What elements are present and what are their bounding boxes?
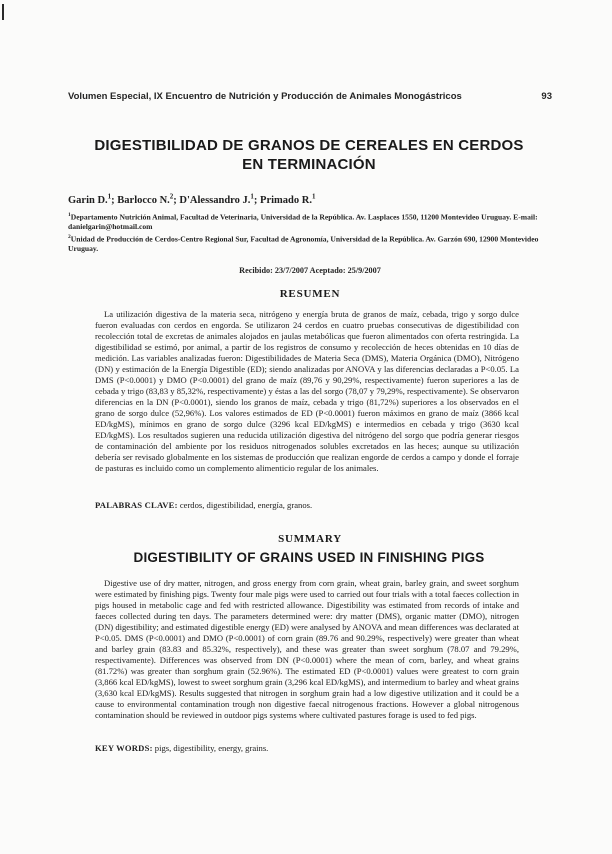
- summary-body: Digestive use of dry matter, nitrogen, and gross energy from corn grain, wheat grain, barley grain, and sweet sorghum were estimated by finishing pigs. Twenty four male pigs were used to carried out four trials with a total faeces collection in pigs housed in metabolic cage and fed with restricted allowance. Digestibility was estimated from records of intake and faeces collected during ten days. The parameters determined were: dry matter (DMS), organic matter (DMO), nitrogen (DN) digestibility; and estimated digestible energy (ED) were analysed by ANOVA and mean differences was declarated at P<0.05. DMS (P<0.0001) and DMO (P<0.0001) of corn grain (89.76 and 90.29%, respectively) were greater than wheat and barley grain (83.83 and 85.32%, respectively), and these was greater than sweet sorghum (78.07 and 79.29%, respectivamente). Differences was observed from DN (P<0.0001) where the mean of corn, barley, and wheat grains (81.72%) was greater than sorghum grain (52.96%). The estimated ED (P<0.0001) values were greatest to corn grain (3,866 kcal ED/kgMS), lowest to sweet sorghum grain (3,296 kcal ED/kgMS), and intermedium to barley and wheat grains (3,630 kcal ED/kgMS). Results suggested that nitrogen in sorghum grain had a low digestive utilization and it could be a cause to environmental contamination trough non digestive faecal nitrogenous fractions. However a global nitrogenous contamination should be reviewed in outdoor pigs systems where cultivated pastures forage is used to fed pigs.: [95, 578, 519, 720]
- journal-header: Volumen Especial, IX Encuentro de Nutrición y Producción de Animales Monogástricos: [68, 91, 462, 102]
- scan-artifact-mark: [2, 4, 4, 20]
- key-words-line: [95, 743, 519, 754]
- author-superscript: 1: [311, 192, 316, 200]
- affiliation-superscript: 2: [68, 233, 71, 240]
- author: Garin D.$^1$;: [68, 192, 118, 206]
- key-words-label: KEY WORDS:: [95, 743, 153, 753]
- resumen-body: La utilización digestiva de la materia seca, nitrógeno y energía bruta de granos de maíz, cebada, trigo y sorgo dulce fueron evaluadas con cerdos en engorda. Se utilizaron 24 cerdos en cuatro pruebas consecutivas de digestibilidad con recolección total de excretas de animales alojados en jaulas metabólicas que fueron alimentados con oferta restringida. La digestibilidad se estimó, por animal, a partir de los registros de consumo y recolección de heces obtenidas en 10 días de medición. Las variables analizadas fueron: Digestibilidades de Materia Seca (DMS), Materia Orgánica (DMO), Nitrógeno (DN) y estimación de la Energía Digestible (ED); siendo analizadas por ANOVA y las diferencias declaradas a P<0.05. La DMS (P<0.0001) y DMO (P<0.0001) del grano de maíz (89,76 y 90,29%, respectivamente) fueron superiores a las de cebada y trigo (83,83 y 85,32%, respectivamente) y éstas a las del sorgo (78,07 y 79,29%, respectivamente). Se observaron diferencias en la DN (P<0.0001), siendo los granos de maíz, cebada y trigo (81,72%) superiores a los observados en el grano de sorgo dulce (52,96%). Los valores estimados de ED (P<0.0001) fueron máximos en grano de maíz (3866 kcal ED/kgMS), mínimos en grano de sorgo dulce (3296 kcal ED/kgMS) e intermedios en cebada y trigo (3630 kcal ED/kgMS). Los resultados sugieren una reducida utilización digestiva del nitrógeno del sorgo que podría generar riesgos de contaminación del ambiente por los residuos nitrogenados solubles excretados en las heces; aunque su utilización debería ser revisado globalmente en los sistemas de producción que realizan engorde de cerdos a campo y donde el forraje de pasturas es incluido como un complemento alimenticio regular de los animales.: [95, 309, 519, 473]
- author: Primado R.$^1$: [260, 192, 316, 206]
- author-superscript: 2: [169, 192, 174, 200]
- author-superscript: 1: [250, 192, 254, 200]
- author: Barlocco N.$^2$;: [117, 192, 180, 206]
- author: D'Alessandro J.$^1$;: [179, 192, 261, 206]
- summary-heading: SUMMARY: [278, 533, 342, 545]
- paper-title-line1: DIGESTIBILIDAD DE GRANOS DE CEREALES EN CERDOS: [94, 137, 524, 154]
- palabras-clave-line: [95, 500, 519, 511]
- palabras-clave-list: cerdos, digestibilidad, energía, granos.: [177, 500, 313, 510]
- paper-title: [60, 136, 558, 174]
- key-words-list: pigs, digestibility, energy, grains.: [152, 743, 269, 753]
- affiliation: $^1$Departamento Nutrición Animal, Facultad de Veterinaria, Universidad de la República. Av. Lasplaces 1550, 11200 Montevideo Uruguay. E-mail: danielgarin@hotmail.com: [68, 212, 538, 232]
- paper-title-line2: EN TERMINACIÓN: [242, 156, 376, 173]
- affiliations-block: [68, 211, 552, 254]
- resumen-heading: RESUMEN: [279, 288, 341, 300]
- authors-line: [68, 192, 552, 206]
- summary-title: DIGESTIBILITY OF GRAINS USED IN FINISHING PIGS: [133, 550, 485, 565]
- affiliation: $^2$Unidad de Producción de Cerdos-Centro Regional Sur, Facultad de Agronomía, Universidad de la República. Av. Garzón 690, 12900 Montevideo Uruguay.: [68, 233, 539, 253]
- running-head: [68, 91, 552, 102]
- palabras-clave-label: PALABRAS CLAVE:: [95, 500, 178, 510]
- page-number: 93: [541, 91, 552, 102]
- author-superscript: 1: [107, 192, 112, 200]
- received-accepted-line: Recibido: 23/7/2007 Aceptado: 25/9/2007: [239, 266, 381, 275]
- affiliation-superscript: 1: [68, 212, 71, 218]
